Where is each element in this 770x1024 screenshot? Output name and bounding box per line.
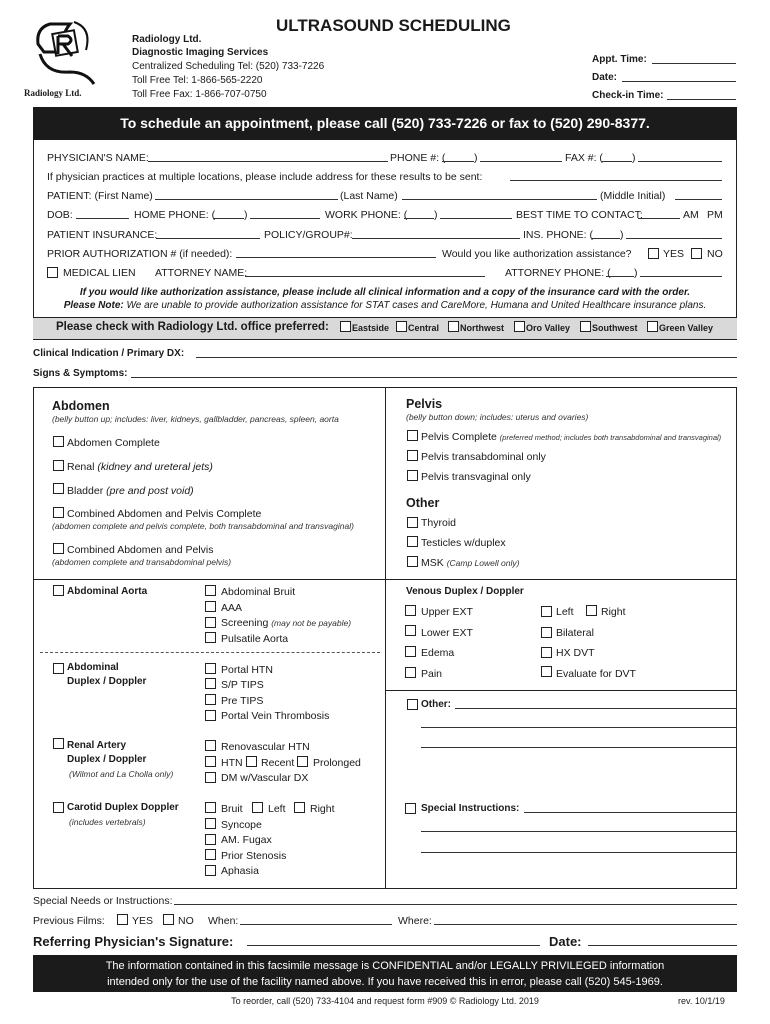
medical-lien-checkbox[interactable] <box>47 267 58 278</box>
office-orovalley-label: Oro Valley <box>526 323 571 333</box>
bilateral-checkbox[interactable] <box>541 627 552 638</box>
abdomen-desc: (belly button up; includes: liver, kidneys, gallbladder, pancreas, spleen, aorta <box>52 414 339 424</box>
work-phone-field[interactable] <box>440 218 512 219</box>
testicles-label: Testicles w/duplex <box>421 537 506 549</box>
insurance-field[interactable] <box>156 238 260 239</box>
attorney-close: ) <box>634 267 638 279</box>
best-time-label: BEST TIME TO CONTACT: <box>516 209 643 221</box>
renal-artery-checkbox[interactable] <box>53 738 64 749</box>
office-central-checkbox[interactable] <box>396 321 407 332</box>
renal-artery-sub: (Wilmot and La Cholla only) <box>69 769 174 779</box>
phone-label: PHONE #: ( <box>390 152 446 164</box>
carotid-sub: (includes vertebrals) <box>69 817 146 827</box>
hx-dvt-label: HX DVT <box>556 647 595 659</box>
central-tel: Centralized Scheduling Tel: (520) 733-7226 <box>132 61 325 72</box>
office-southwest-label: Southwest <box>592 323 638 333</box>
date-label: Date: <box>592 72 618 83</box>
policy-label: POLICY/GROUP#: <box>264 229 353 241</box>
sp-tips-label: S/P TIPS <box>221 679 264 691</box>
fugax-label: AM. Fugax <box>221 834 272 846</box>
screening-checkbox[interactable] <box>205 617 216 628</box>
pre-tips-checkbox[interactable] <box>205 694 216 705</box>
venous-left-checkbox[interactable] <box>541 606 552 617</box>
combined-sub: (abdomen complete and transabdominal pelvis) <box>52 557 232 567</box>
when-field[interactable] <box>240 924 392 925</box>
aorta-checkbox[interactable] <box>53 585 64 596</box>
sp-tips-checkbox[interactable] <box>205 678 216 689</box>
pelvis-complete-checkbox[interactable] <box>407 430 418 441</box>
grid-divider <box>385 387 386 889</box>
ins-phone-field[interactable] <box>626 238 722 239</box>
thyroid-checkbox[interactable] <box>407 517 418 528</box>
venous-other-label: Other: <box>421 699 451 710</box>
signs-symptoms-label: Signs & Symptoms: <box>33 368 128 379</box>
combined-complete-checkbox[interactable] <box>53 507 64 518</box>
work-phone-label: WORK PHONE: ( <box>325 209 408 221</box>
screening-label: Screening <box>221 617 269 629</box>
msk-label: MSK <box>421 557 444 569</box>
phone-close: ) <box>474 152 478 164</box>
special-needs-label: Special Needs or Instructions: <box>33 895 173 907</box>
films-no-checkbox[interactable] <box>163 914 174 925</box>
syncope-checkbox[interactable] <box>205 818 216 829</box>
venous-left-label: Left <box>556 606 574 618</box>
please-note <box>33 300 737 311</box>
office-northwest-checkbox[interactable] <box>448 321 459 332</box>
special-instructions-checkbox[interactable] <box>405 803 416 814</box>
stenosis-checkbox[interactable] <box>205 849 216 860</box>
policy-field[interactable] <box>352 238 520 239</box>
aorta-label: Abdominal Aorta <box>67 586 148 597</box>
patient-last-label: (Last Name) <box>340 190 398 202</box>
pelvis-transvag-label: Pelvis transvaginal only <box>421 471 531 483</box>
upper-ext-label: Upper EXT <box>421 606 473 618</box>
clinical-indication-field[interactable] <box>196 357 737 358</box>
pelvis-title: Pelvis <box>406 397 443 411</box>
signature-label: Referring Physician's Signature: <box>33 934 234 949</box>
please-note-label: Please Note: <box>63 300 124 311</box>
aphasia-label: Aphasia <box>221 865 259 877</box>
patient-first-label: PATIENT: (First Name) <box>47 190 153 202</box>
abdomen-complete-checkbox[interactable] <box>53 436 64 447</box>
attorney-name-label: ATTORNEY NAME: <box>155 267 248 279</box>
msk-sub: (Camp Lowell only) <box>446 558 520 568</box>
signature-date-field[interactable] <box>588 945 737 946</box>
prolonged-checkbox[interactable] <box>297 756 308 767</box>
toll-fax: Toll Free Fax: 1-866-707-0750 <box>132 89 267 100</box>
work-area-field[interactable] <box>404 218 434 219</box>
where-label: Where: <box>398 915 432 927</box>
checkin-label: Check-in Time: <box>592 90 664 101</box>
patient-middle-label: (Middle Initial) <box>600 190 666 202</box>
aorta-divider <box>40 652 380 653</box>
htn-label: HTN <box>221 757 243 769</box>
appt-time-field[interactable] <box>652 63 736 64</box>
am-option[interactable]: AM <box>683 209 699 221</box>
msk-checkbox[interactable] <box>407 556 418 567</box>
office-eastside-label: Eastside <box>352 323 390 333</box>
pelvis-desc: (belly button down; includes: uterus and ovaries) <box>406 412 589 422</box>
date-field[interactable] <box>622 81 736 82</box>
htn-checkbox[interactable] <box>205 756 216 767</box>
renovascular-label: Renovascular HTN <box>221 741 310 753</box>
confidential-line2: intended only for the use of the facility named above. If you have received this in error, please call (520) 545-1969. <box>107 976 663 988</box>
attorney-phone-label: ATTORNEY PHONE: ( <box>505 267 611 279</box>
patient-first-field[interactable] <box>155 199 338 200</box>
auth-no-checkbox[interactable] <box>691 248 702 259</box>
patient-last-field[interactable] <box>402 199 597 200</box>
bladder-label: Bladder <box>67 485 104 497</box>
office-eastside-checkbox[interactable] <box>340 321 351 332</box>
dob-field[interactable] <box>76 218 129 219</box>
company-subtitle: Diagnostic Imaging Services <box>132 47 269 58</box>
renal-checkbox[interactable] <box>53 460 64 471</box>
films-no-label: NO <box>178 915 194 927</box>
portal-htn-checkbox[interactable] <box>205 663 216 674</box>
bruit-checkbox[interactable] <box>205 585 216 596</box>
combined-complete-sub: (abdomen complete and pelvis complete, both transabdominal and transvaginal) <box>52 521 354 531</box>
prior-auth-label: PRIOR AUTHORIZATION # (if needed): <box>47 248 233 260</box>
other-title: Other <box>406 496 440 510</box>
venous-right-checkbox[interactable] <box>586 605 597 616</box>
office-southwest-checkbox[interactable] <box>580 321 591 332</box>
abdomen-title: Abdomen <box>52 399 110 413</box>
please-note-text: We are unable to provide authorization assistance for STAT cases and CareMore, Humana and United Healthcare insurance plans. <box>126 300 707 311</box>
home-phone-label: HOME PHONE: ( <box>134 209 216 221</box>
renal-sub: (kidney and ureteral jets) <box>97 461 213 473</box>
msk-item <box>421 557 519 569</box>
thyroid-label: Thyroid <box>421 517 457 529</box>
office-greenvalley-label: Green Valley <box>659 323 714 333</box>
carotid-label: Carotid Duplex Doppler <box>67 802 179 813</box>
special-instructions-label: Special Instructions: <box>421 803 520 814</box>
clinical-indication-label: Clinical Indication / Primary DX: <box>33 348 185 359</box>
fugax-checkbox[interactable] <box>205 834 216 845</box>
bladder-sub: (pre and post void) <box>106 485 194 497</box>
fax-label: FAX #: ( <box>565 152 603 164</box>
venous-other-line3[interactable] <box>421 747 737 748</box>
phone-area-field[interactable] <box>442 161 474 162</box>
hx-dvt-checkbox[interactable] <box>541 647 552 658</box>
carotid-bruit-label: Bruit <box>221 803 243 815</box>
checkin-field[interactable] <box>667 99 736 100</box>
appt-time-label: Appt. Time: <box>592 54 647 65</box>
abd-duplex-checkbox[interactable] <box>53 663 64 674</box>
abd-duplex-label2: Duplex / Doppler <box>67 676 147 687</box>
attorney-phone-field[interactable] <box>640 276 722 277</box>
office-orovalley-checkbox[interactable] <box>514 321 525 332</box>
testicles-checkbox[interactable] <box>407 536 418 547</box>
recent-label: Recent <box>261 757 295 769</box>
renal-artery-label2: Duplex / Doppler <box>67 754 147 765</box>
portal-vein-checkbox[interactable] <box>205 710 216 721</box>
bladder-item <box>67 485 194 497</box>
pain-label: Pain <box>421 668 443 680</box>
portal-htn-label: Portal HTN <box>221 664 273 676</box>
multi-location-field[interactable] <box>510 180 722 181</box>
bladder-checkbox[interactable] <box>53 483 64 494</box>
when-label: When: <box>208 915 239 927</box>
work-close: ) <box>434 209 438 221</box>
screening-sub: (may not be payable) <box>271 618 352 628</box>
best-time-field[interactable] <box>638 218 680 219</box>
stenosis-label: Prior Stenosis <box>221 850 287 862</box>
pain-checkbox[interactable] <box>405 667 416 678</box>
dm-vascular-checkbox[interactable] <box>205 772 216 783</box>
ins-phone-label: INS. PHONE: ( <box>523 229 594 241</box>
company-name: Radiology Ltd. <box>132 34 202 45</box>
physician-label: PHYSICIAN'S NAME: <box>47 152 149 164</box>
fax-field[interactable] <box>638 161 722 162</box>
office-label: Please check with Radiology Ltd. office preferred: <box>56 321 329 333</box>
pelvis-complete-item <box>421 431 721 443</box>
radiology-logo <box>30 14 102 86</box>
pulsatile-label: Pulsatile Aorta <box>221 633 289 645</box>
office-central-label: Central <box>408 323 440 333</box>
multi-location-label: If physician practices at multiple locations, please include address for these results to be sent: <box>47 171 483 183</box>
aaa-checkbox[interactable] <box>205 601 216 612</box>
auth-note: If you would like authorization assistance, please include all clinical information and a copy of the insurance card with the order. <box>79 287 691 298</box>
carotid-left-checkbox[interactable] <box>252 802 263 813</box>
signature-date-label: Date: <box>549 934 582 949</box>
abdomen-complete-label: Abdomen Complete <box>67 437 160 449</box>
dm-vascular-label: DM w/Vascular DX <box>221 772 309 784</box>
edema-checkbox[interactable] <box>405 646 416 657</box>
ins-close: ) <box>620 229 624 241</box>
fax-close: ) <box>632 152 636 164</box>
renal-artery-label1: Renal Artery <box>67 740 127 751</box>
fax-area-field[interactable] <box>602 161 632 162</box>
combined-label: Combined Abdomen and Pelvis <box>67 544 214 556</box>
carotid-bruit-checkbox[interactable] <box>205 802 216 813</box>
home-close: ) <box>244 209 248 221</box>
evaluate-dvt-label: Evaluate for DVT <box>556 668 636 680</box>
screening-item <box>221 617 351 629</box>
venous-other-checkbox[interactable] <box>407 699 418 710</box>
auth-assist-label: Would you like authorization assistance? <box>442 248 632 260</box>
pelvis-transvag-checkbox[interactable] <box>407 470 418 481</box>
carotid-checkbox[interactable] <box>53 802 64 813</box>
lower-ext-checkbox[interactable] <box>405 625 416 636</box>
revision: rev. 10/1/19 <box>678 996 725 1006</box>
bilateral-label: Bilateral <box>556 627 594 639</box>
patient-middle-field[interactable] <box>675 199 722 200</box>
page-title: ULTRASOUND SCHEDULING <box>276 16 511 35</box>
venous-other-field[interactable] <box>455 708 737 709</box>
pelvis-complete-sub: (preferred method; includes both transabdominal and transvaginal) <box>499 433 722 442</box>
pulsatile-checkbox[interactable] <box>205 632 216 643</box>
attorney-name-field[interactable] <box>245 276 485 277</box>
syncope-label: Syncope <box>221 819 262 831</box>
reorder-text: To reorder, call (520) 733-4104 and request form #909 © Radiology Ltd. 2019 <box>231 996 539 1006</box>
prolonged-label: Prolonged <box>313 757 361 769</box>
abdominal-bruit-label: Abdominal Bruit <box>221 586 296 598</box>
signs-symptoms-field[interactable] <box>131 377 737 378</box>
combined-complete-label: Combined Abdomen and Pelvis Complete <box>67 508 262 520</box>
venous-right-label: Right <box>601 606 626 618</box>
recent-checkbox[interactable] <box>246 756 257 767</box>
pre-tips-label: Pre TIPS <box>221 695 264 707</box>
attorney-area-field[interactable] <box>606 276 634 277</box>
lower-ext-label: Lower EXT <box>421 627 473 639</box>
venous-other-line2[interactable] <box>421 727 737 728</box>
venous-divider <box>386 690 737 691</box>
abd-duplex-label1: Abdominal <box>67 662 119 673</box>
pelvis-transab-label: Pelvis transabdominal only <box>421 451 546 463</box>
schedule-banner: To schedule an appointment, please call (520) 733-7226 or fax to (520) 290-8377. <box>33 107 737 140</box>
dob-label: DOB: <box>47 209 73 221</box>
previous-films-label: Previous Films: <box>33 915 105 927</box>
office-northwest-label: Northwest <box>460 323 505 333</box>
confidential-line1: The information contained in this facsimile message is CONFIDENTIAL and/or LEGALLY PRIVILEGED information <box>105 960 665 972</box>
where-field[interactable] <box>434 924 737 925</box>
carotid-left-label: Left <box>268 803 286 815</box>
upper-ext-checkbox[interactable] <box>405 605 416 616</box>
films-yes-label: YES <box>132 915 154 927</box>
home-phone-field[interactable] <box>250 218 320 219</box>
renal-label: Renal <box>67 461 95 473</box>
aphasia-checkbox[interactable] <box>205 865 216 876</box>
logo-label: Radiology Ltd. <box>24 88 82 98</box>
portal-vein-label: Portal Vein Thrombosis <box>221 710 330 722</box>
toll-tel: Toll Free Tel: 1-866-565-2220 <box>132 75 263 86</box>
medical-lien-label: MEDICAL LIEN <box>63 267 136 279</box>
carotid-right-label: Right <box>310 803 335 815</box>
special-instructions-line3[interactable] <box>421 852 737 853</box>
pelvis-transab-checkbox[interactable] <box>407 450 418 461</box>
renovascular-checkbox[interactable] <box>205 740 216 751</box>
renal-item <box>67 461 213 473</box>
combined-checkbox[interactable] <box>53 543 64 554</box>
phone-field[interactable] <box>480 161 562 162</box>
home-area-field[interactable] <box>214 218 244 219</box>
special-instructions-line2[interactable] <box>421 831 737 832</box>
ins-area-field[interactable] <box>592 238 620 239</box>
edema-label: Edema <box>421 647 455 659</box>
evaluate-dvt-checkbox[interactable] <box>541 666 552 677</box>
venous-title: Venous Duplex / Doppler <box>406 586 524 597</box>
special-needs-field[interactable] <box>174 904 737 905</box>
pelvis-complete-label: Pelvis Complete <box>421 431 497 443</box>
films-yes-checkbox[interactable] <box>117 914 128 925</box>
office-greenvalley-checkbox[interactable] <box>647 321 658 332</box>
prior-auth-field[interactable] <box>236 257 436 258</box>
carotid-right-checkbox[interactable] <box>294 802 305 813</box>
auth-yes-label: YES <box>663 248 685 260</box>
grid-hline <box>33 579 737 580</box>
auth-no-label: NO <box>707 248 723 260</box>
auth-yes-checkbox[interactable] <box>648 248 659 259</box>
pm-option[interactable]: PM <box>707 209 723 221</box>
special-instructions-field[interactable] <box>524 812 737 813</box>
physician-field[interactable] <box>148 161 388 162</box>
signature-field[interactable] <box>247 945 540 946</box>
aaa-label: AAA <box>221 602 243 614</box>
insurance-label: PATIENT INSURANCE: <box>47 229 158 241</box>
